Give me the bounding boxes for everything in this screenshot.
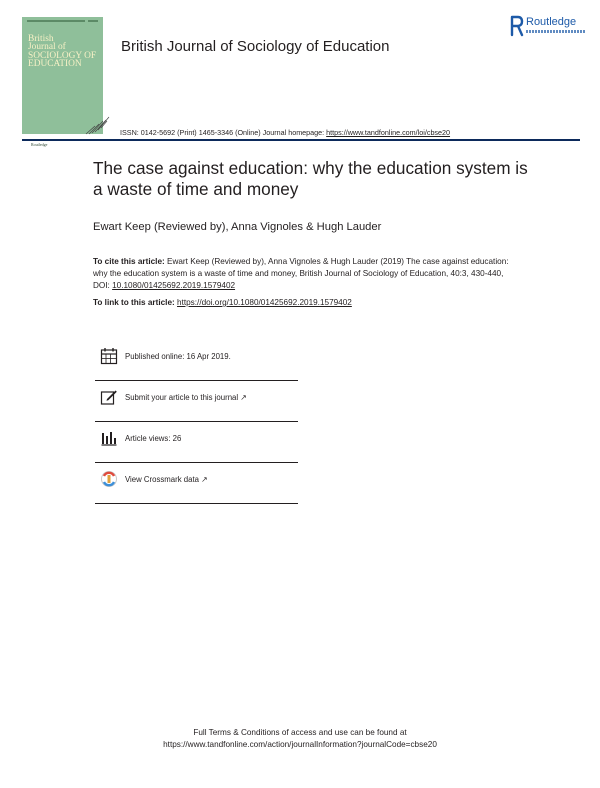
external-link-icon: ↗ — [201, 475, 208, 484]
crossmark-link[interactable]: View Crossmark data ↗ — [125, 475, 208, 484]
info-divider — [95, 380, 298, 381]
header-divider — [22, 139, 580, 141]
info-divider — [95, 503, 298, 504]
publisher-logo[interactable] — [510, 15, 590, 45]
published-online-row — [100, 347, 298, 387]
submit-article-link[interactable]: Submit your article to this journal ↗ — [125, 393, 247, 402]
journal-title[interactable]: British Journal of Sociology of Education — [121, 38, 390, 55]
terms-footer — [0, 727, 600, 750]
article-link-line — [93, 298, 352, 307]
journal-homepage-link[interactable]: https://www.tandfonline.com/loi/cbse20 — [326, 128, 451, 137]
issn-line: ISSN: 0142-5692 (Print) 1465-3346 (Online) Journal homepage: https://www.tandfonline.com/loi/cbse20 — [120, 128, 451, 137]
citation-label: To cite this article: — [93, 257, 165, 266]
terms-text: Full Terms & Conditions of access and use can be found at — [193, 728, 407, 737]
info-divider — [95, 421, 298, 422]
crossmark-icon — [100, 470, 118, 488]
citation-text: Ewart Keep (Reviewed by), Anna Vignoles & Hugh Lauder (2019) The case against education: why the education system is a waste of time and money, British Journal of Sociology of Education, 40:3, 430-440, DOI: — [93, 257, 509, 291]
external-link-icon: ↗ — [240, 393, 247, 402]
link-label: To link to this article: — [93, 298, 178, 307]
info-divider — [95, 462, 298, 463]
crossmark-row[interactable] — [100, 470, 298, 510]
bar-chart-icon — [100, 429, 118, 447]
routledge-r-icon — [510, 15, 524, 37]
article-authors: Ewart Keep (Reviewed by), Anna Vignoles & Hugh Lauder — [93, 221, 382, 233]
publisher-name: Routledge — [526, 16, 577, 28]
signature-scribble-icon — [83, 112, 113, 138]
cover-publisher-mark: Routledge — [31, 142, 48, 147]
article-title: The case against education: why the education system is a waste of time and money — [93, 158, 528, 199]
published-date: Published online: 16 Apr 2019. — [125, 352, 231, 361]
citation-block — [93, 256, 513, 293]
article-views-row — [100, 429, 298, 469]
edit-pencil-icon — [100, 388, 118, 406]
cover-title: British Journal of SOCIOLOGY OF EDUCATION — [28, 34, 97, 70]
terms-url-link[interactable]: https://www.tandfonline.com/action/journalInformation?journalCode=cbse20 — [163, 739, 437, 749]
article-views: Article views: 26 — [125, 434, 182, 443]
submit-article-row[interactable] — [100, 388, 298, 428]
calendar-icon — [100, 347, 118, 365]
citation-doi-link[interactable]: 10.1080/01425692.2019.1579402 — [112, 281, 236, 291]
publisher-subtitle — [526, 30, 586, 33]
article-url-link[interactable]: https://doi.org/10.1080/01425692.2019.1579402 — [177, 298, 352, 307]
